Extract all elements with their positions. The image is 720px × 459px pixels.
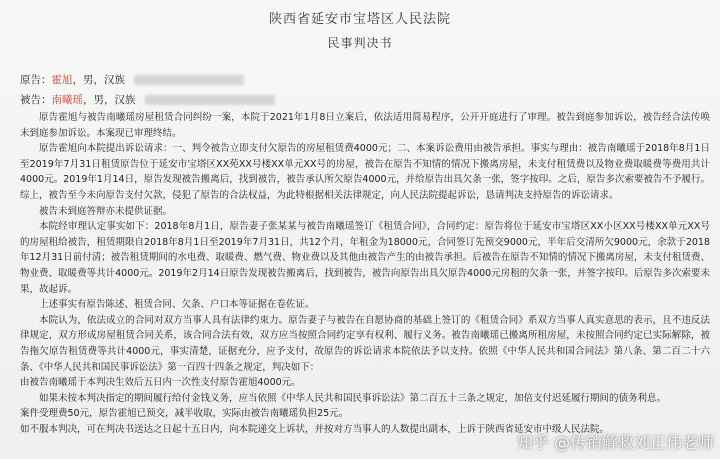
redacted-block: [134, 75, 244, 85]
defendant-suffix: ，男，汉族: [83, 94, 136, 106]
paragraph-facts: 本院经审理认定事实如下：2018年8月1日，原告妻子张某某与被告南曦瑶签订《租赁合同》，合同约定：原告将位于延安市宝塔区XX小区XX号楼XX单元XX号的房屋租给被告，租赁期限自2018年8月1日至2019年7月31日，共12个月，年租金为18000元，合同签订先预交9000元，半年后交清所欠9000元，余款于2018年12月31日前付清；被告租赁期间的水电费、取暖费、燃气费、物业费以及其他由被告产生的由被告承担。后被告在原告不知情的情况下搬离房屋，未支付租赁费、物业费、取暖费等共计4000元。2019年2月14日原告发现被告搬离后，找到被告，被告向原告出具欠原告4000元房租的欠条一张，并签字按印。后原告多次索要未果，故起诉。: [20, 221, 710, 295]
paragraph-case-intro: 原告霍旭与被告南曦瑶房屋租赁合同纠纷一案，本院于2021年1月8日立案后，依法适用简易程序，公开开庭进行了审理。被告到庭参加诉讼，被告经合法传唤未到庭参加诉讼。本案现已审理终结。: [20, 112, 710, 139]
plaintiff-prefix: 原告：: [20, 74, 52, 86]
paragraph-appeal: 如不服本判决，可在判决书送达之日起十五日内，向本院递交上诉状，并按对方当事人的人数提出副本，上诉于陕西省延安市中级人民法院。: [20, 423, 610, 435]
paragraph-court-opinion: 本院认为，依法成立的合同对双方当事人具有法律约束力。原告妻子与被告在自愿协商的基础上签订的《租赁合同》系双方当事人真实意思的表示，且不违反法律规定，双方形成房屋租赁合同关系，该合同合法有效，双方应当按照合同约定享有权利、履行义务。被告南曦瑶已搬离所租房屋，未按照合同约定已实际解除，被告拖欠原告租赁费等共计4000元，事实清楚，证据充分，应予支付，故原告的诉讼请求本院依法予以支持。依照《中华人民共和国合同法》第八条、第二百二十六条、《中华人民共和国民事诉讼法》第一百四十四条之规定，判决如下：: [20, 314, 710, 373]
defendant-prefix: 被告：: [20, 94, 52, 106]
document-type-title: 民事判决书: [327, 36, 393, 50]
paragraph-defendant-response: 被告未到庭答辩亦未提供证据。: [39, 205, 173, 217]
watermark-text: 知乎 @传销解救刘正伟老师: [516, 433, 714, 452]
paragraph-evidence: 上述事实有原告陈述、租赁合同、欠条、户口本等证据在卷佐证。: [39, 299, 315, 311]
plaintiff-name: 霍旭: [51, 74, 73, 86]
paragraph-plaintiff-claims: 原告霍旭向本院提出诉讼请求：一、判令被告立即支付欠原告的房屋租赁费4000元；二、本案诉讼费用由被告承担。事实与理由：被告南曦瑶于2018年8月1日至2019年7月31日租赁原告位于延安市宝塔区XX苑XX号楼XX单元XX号的房屋，被告在原告不知情的情况下搬离房屋，未支付租赁费以及物业费取暖费等费用共计4000元。2019年1月14日，原告发现被告搬离后，找到被告，被告承认所欠原告4000元，并给原告出具欠条一张，签字按印。之后，原告多次索要被告不予履行。综上，被告至今未向原告支付欠款，侵犯了原告的合法权益，为此特根据相关法律规定，向人民法院提起诉讼，恳请判决支持原告的诉讼请求。: [20, 143, 710, 201]
paragraph-ruling: 由被告南曦瑶于本判决生效后五日内一次性支付原告霍旭4000元。: [20, 377, 301, 389]
paragraph-fees: 案件受理费50元，原告霍旭已预交，减半收取，实际由被告南曦瑶负担25元。: [20, 408, 349, 420]
paragraph-late-interest: 如果未按本判决指定的期间履行给付金钱义务，应当依照《中华人民共和国民事诉讼法》第二百五十三条之规定，加倍支付迟延履行期间的债务利息。: [39, 392, 667, 404]
court-name: 陕西省延安市宝塔区人民法院: [268, 12, 451, 27]
plaintiff-line: [20, 72, 244, 87]
defendant-line: [20, 92, 275, 107]
judgment-body: [20, 110, 710, 437]
redacted-block: [145, 95, 275, 105]
plaintiff-suffix: ，男，汉族: [72, 74, 125, 86]
defendant-name: 南曦瑶: [51, 94, 83, 106]
